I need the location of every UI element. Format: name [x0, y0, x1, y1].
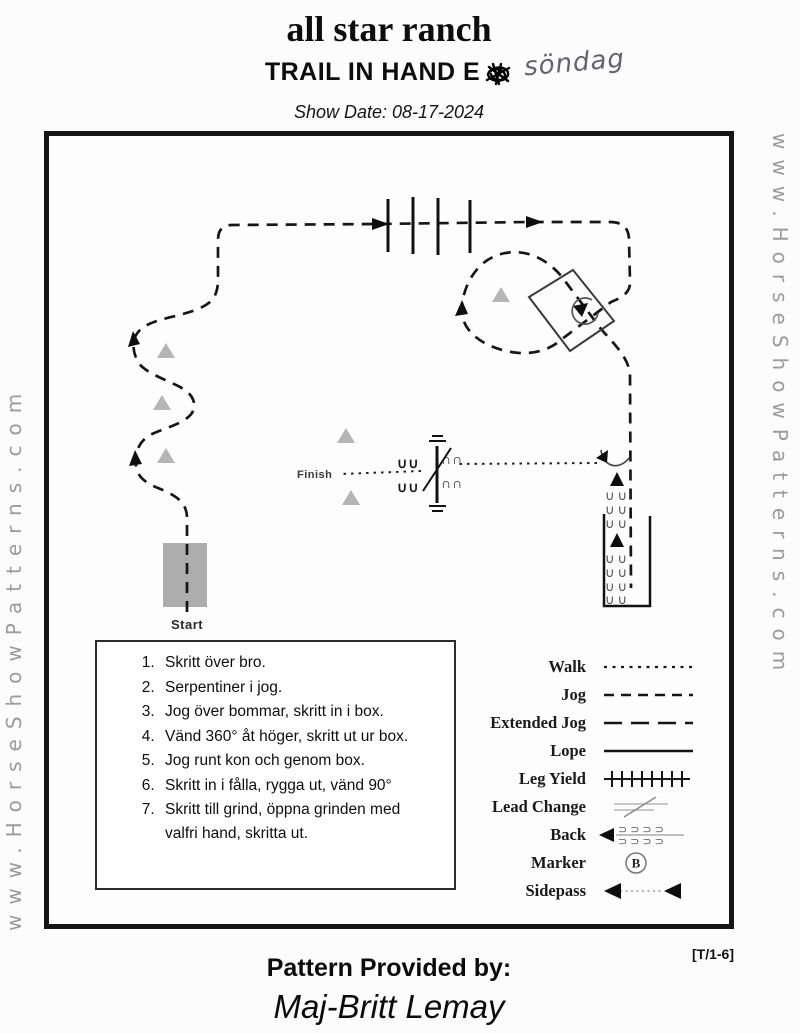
- direction-arrows: [128, 216, 588, 466]
- bridge-obstacle: [163, 543, 207, 607]
- scribbled-out-number: [483, 61, 513, 87]
- class-title: TRAIL IN HAND E: [264, 58, 481, 86]
- jog-line-symbol: [596, 684, 701, 706]
- svg-text:∪∪: ∪∪: [605, 516, 631, 531]
- center-cone: [337, 428, 355, 443]
- walk-line: [341, 463, 597, 474]
- svg-text:∪∪: ∪∪: [605, 502, 631, 517]
- back-arrow: [610, 472, 624, 486]
- legend-row-extended-jog: [462, 709, 712, 737]
- legend-label: Sidepass: [525, 881, 586, 900]
- watermark-right: www.HorseShowPatterns.com: [768, 133, 792, 681]
- legend-row-back: [462, 821, 712, 849]
- svg-text:∪∪: ∪∪: [605, 551, 631, 566]
- marker-letter: B: [631, 855, 641, 871]
- gate-hoofprints: ∪∪: [397, 479, 420, 495]
- instruction-item: 5. Jog runt kon och genom box.: [159, 749, 430, 773]
- pattern-code: [T/1-6]: [692, 946, 734, 962]
- watermark-left: www.HorseShowPatterns.com: [2, 383, 26, 931]
- svg-text:∪∪: ∪∪: [605, 592, 631, 607]
- legend-row-lope: [462, 737, 712, 765]
- extended-jog-line-symbol: [596, 712, 701, 734]
- handwritten-day-note: söndag: [522, 43, 626, 83]
- legend-label: Walk: [548, 657, 586, 676]
- instruction-item: 3. Jog över bommar, skritt in i box.: [159, 700, 430, 724]
- legend-row-lead-change: [462, 793, 712, 821]
- legend-row-jog: [462, 681, 712, 709]
- marker-symbol: [596, 851, 701, 875]
- serpentine-cone: [157, 448, 175, 463]
- direction-arrow: [129, 450, 142, 466]
- legend-label: Extended Jog: [490, 713, 586, 732]
- start-label: Start: [171, 617, 204, 632]
- legend: [462, 653, 712, 905]
- gate-hoofprints: ∪∪: [397, 455, 420, 471]
- lead-change-symbol: [596, 796, 701, 818]
- lope-line-symbol: [596, 740, 701, 762]
- legend-row-leg-yield: [462, 765, 712, 793]
- svg-text:∪∪: ∪∪: [605, 579, 631, 594]
- center-cone: [342, 490, 360, 505]
- legend-label: Lope: [550, 741, 586, 760]
- provided-by-label: Pattern Provided by:: [266, 954, 512, 982]
- back-symbol: [596, 824, 701, 846]
- instruction-item: 1. Skritt över bro.: [159, 651, 430, 675]
- legend-row-marker: [462, 849, 712, 877]
- instruction-item: 7. Skritt till grind, öppna grinden med valfri hand, skritta ut.: [159, 798, 430, 845]
- instructions-box: [95, 640, 456, 890]
- legend-label: Jog: [561, 685, 586, 704]
- sidepass-symbol: [596, 880, 701, 902]
- gate-obstacle: [397, 436, 463, 511]
- legend-label: Marker: [531, 853, 586, 872]
- legend-row-walk: [462, 653, 712, 681]
- instruction-item: 6. Skritt in i fålla, rygga ut, vänd 90°: [159, 774, 430, 798]
- finish-label: Finish: [297, 469, 333, 481]
- svg-text:⊃⊃⊃⊃: ⊃⊃⊃⊃: [618, 824, 667, 836]
- provided-by-name: Maj-Britt Lemay: [273, 988, 505, 1025]
- svg-text:⊃⊃⊃⊃: ⊃⊃⊃⊃: [618, 836, 667, 846]
- direction-arrow: [372, 218, 389, 230]
- direction-arrow: [455, 300, 468, 316]
- instruction-item: 4. Vänd 360° åt höger, skritt ut ur box.: [159, 725, 430, 749]
- serpentine-cone: [153, 395, 171, 410]
- serpentine-cone: [157, 343, 175, 358]
- back-hoofprints: [605, 488, 630, 607]
- legend-label: Lead Change: [492, 797, 586, 816]
- svg-text:∪∪: ∪∪: [605, 565, 631, 580]
- legend-label: Leg Yield: [518, 769, 586, 788]
- direction-arrow: [526, 216, 543, 228]
- leg-yield-symbol: [596, 768, 701, 790]
- direction-arrow: [573, 303, 588, 317]
- svg-text:∪∪: ∪∪: [605, 488, 631, 503]
- back-arrow: [610, 533, 624, 547]
- instruction-item: 2. Serpentiner i jog.: [159, 676, 430, 700]
- ranch-title: all star ranch: [286, 9, 492, 49]
- loop-cone: [492, 287, 510, 302]
- trot-poles: [388, 197, 470, 255]
- show-date: Show Date: 08-17-2024: [293, 102, 485, 122]
- instructions-list: [97, 651, 454, 845]
- gate-hoofprints: ∩∩: [441, 451, 464, 467]
- gate-hoofprints: ∩∩: [441, 475, 464, 491]
- legend-label: Back: [550, 825, 586, 844]
- walk-line-symbol: [596, 656, 701, 678]
- legend-row-sidepass: [462, 877, 712, 905]
